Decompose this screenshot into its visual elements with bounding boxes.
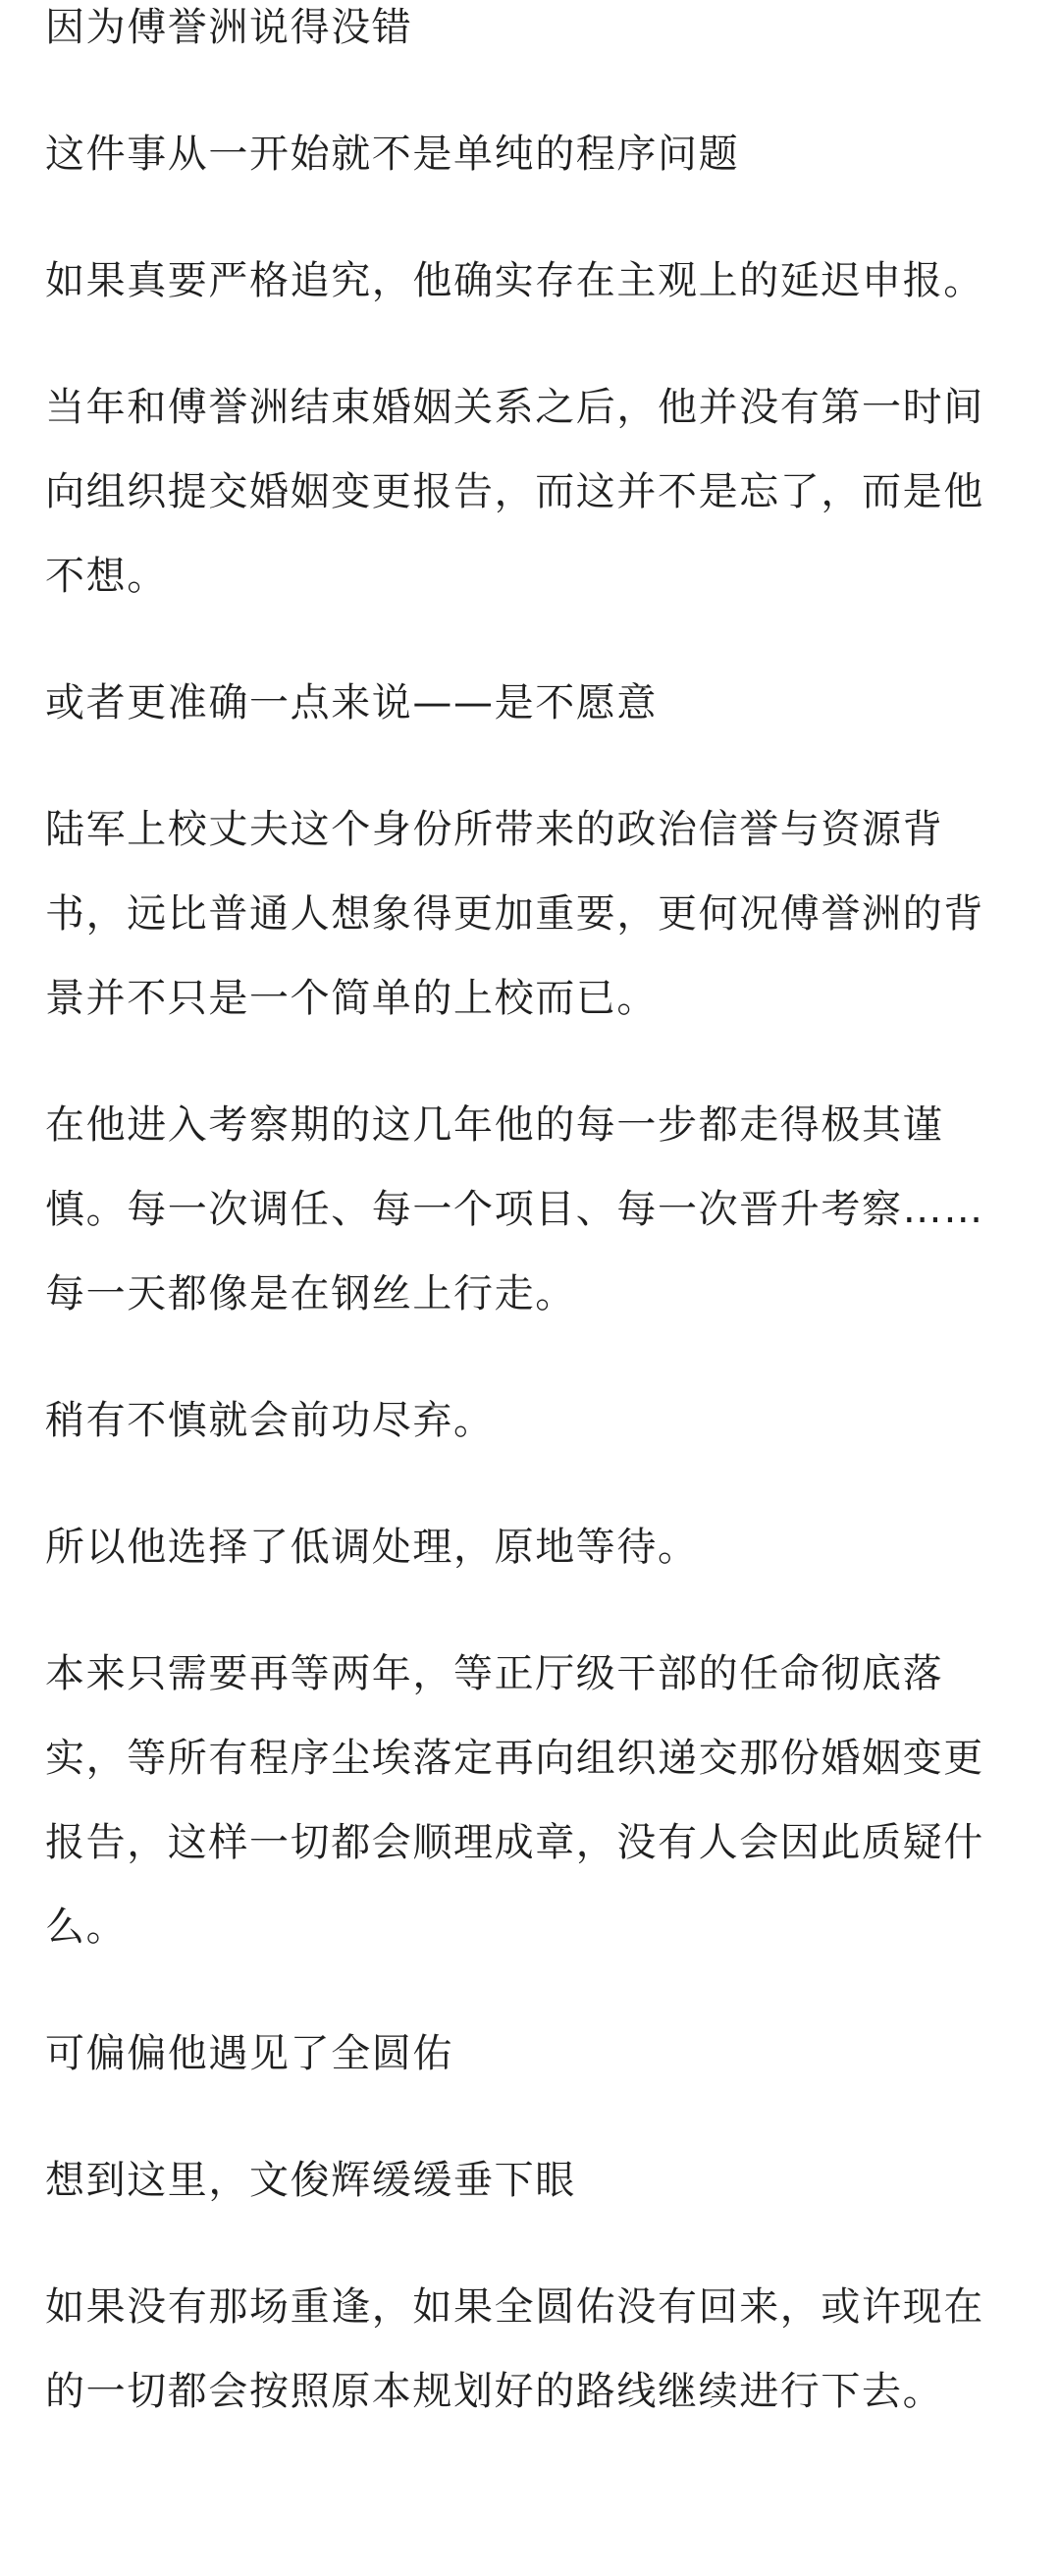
paragraph-8: 稍有不慎就会前功尽弃。 xyxy=(45,1398,495,1443)
paragraph-12: 想到这里，文俊辉缓缓垂下眼 xyxy=(45,2158,576,2203)
paragraph-2: 这件事从一开始就不是单纯的程序问题 xyxy=(45,132,740,177)
paragraph-5: 或者更准确一点来说——是不愿意 xyxy=(45,680,658,725)
paragraph-10: 本来只需要再等两年，等正厅级干部的任命彻底落实，等所有程序尘埃落定再向组织递交那份婚姻变更报告，这样一切都会顺理成章，没有人会因此质疑什么。 xyxy=(45,1651,984,1950)
paragraph-9: 所以他选择了低调处理，原地等待。 xyxy=(45,1525,699,1570)
paragraph-6: 陆军上校丈夫这个身份所带来的政治信誉与资源背书，远比普通人想象得更加重要，更何况傅誉洲的背景并不只是一个简单的上校而已。 xyxy=(45,807,984,1021)
paragraph-4: 当年和傅誉洲结束婚姻关系之后，他并没有第一时间向组织提交婚姻变更报告，而这并不是忘了，而是他不想。 xyxy=(45,385,984,599)
paragraph-3: 如果真要严格追究，他确实存在主观上的延迟申报。 xyxy=(45,258,984,303)
paragraph-11: 可偏偏他遇见了全圆佑 xyxy=(45,2031,453,2076)
paragraph-13: 如果没有那场重逢，如果全圆佑没有回来，或许现在的一切都会按照原本规划好的路线继续进行下去。 xyxy=(45,2284,984,2414)
paragraph-7: 在他进入考察期的这几年他的每一步都走得极其谨慎。每一次调任、每一个项目、每一次晋升考察……每一天都像是在钢丝上行走。 xyxy=(45,1102,984,1316)
paragraph-1: 因为傅誉洲说得没错 xyxy=(45,5,413,50)
article-body xyxy=(45,0,987,2476)
